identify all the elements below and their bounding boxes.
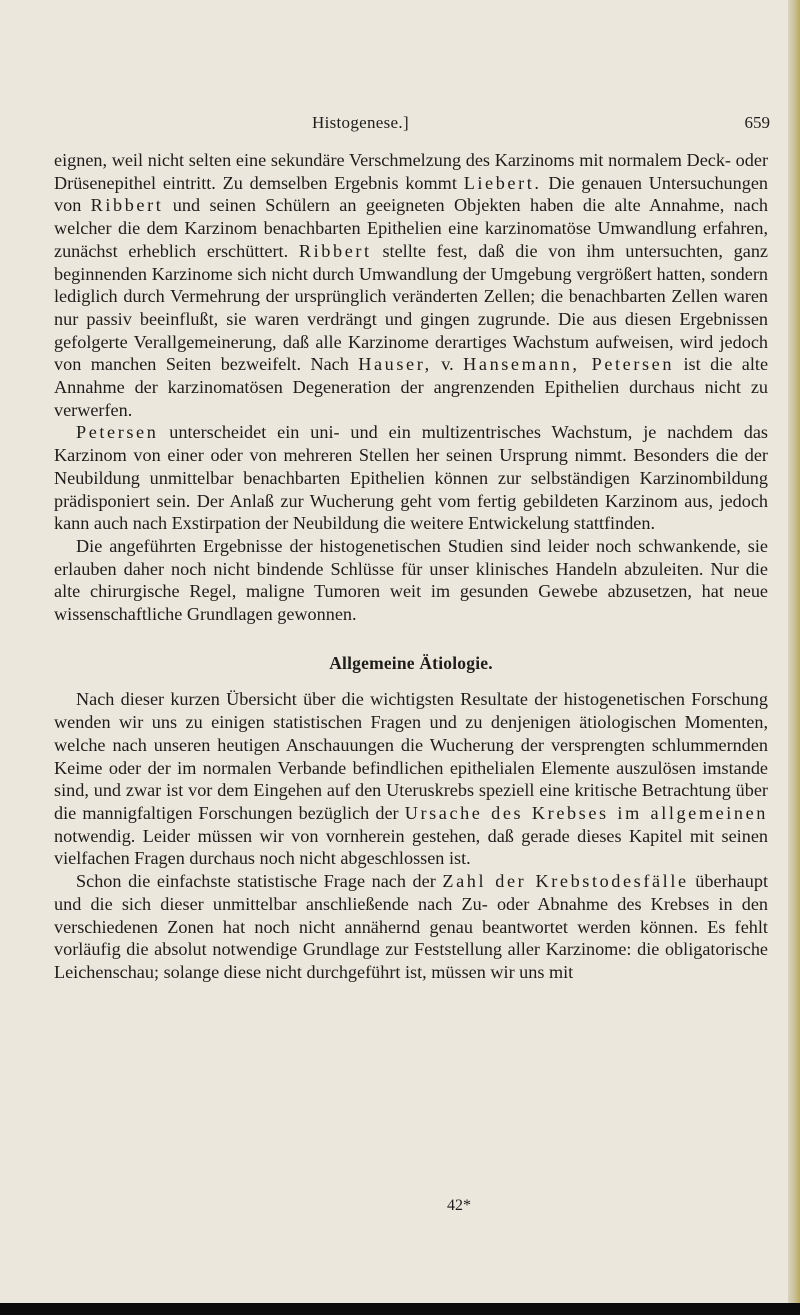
page-edge-strip xyxy=(788,0,800,1315)
spaced-name: Hauser, xyxy=(358,354,432,375)
paragraph: Die angeführten Ergebnisse der histogenetischen Studien sind leider noch schwankende, sie erlauben daher noch nicht bindende Schlüsse für unser klinisches Handeln abzuleiten. Nur die alte chirurgische Regel, maligne Tumoren weit im gesunden Gewebe abzusetzen, hat neue wissenschaftliche Grundlagen gewonnen. xyxy=(54,535,768,625)
paragraph: eignen, weil nicht selten eine sekundäre Verschmelzung des Karzinoms mit normalem Deck- oder Drüsenepithel eintritt. Zu demselben Ergebnis kommt Liebert. Die genauen Untersuchungen von Ribbert und seinen Schülern an geeigneten Objekten haben die alte Annahme, nach welcher die dem Karzinom benachbarten Epithelien eine karzinomatöse Umwandlung erfahren, zunächst erheblich erschüttert. Ribbert stellte fest, daß die von ihm untersuchten, ganz beginnenden Karzinome sich nicht durch Umwandlung der Umgebung vergrößert hatten, sondern lediglich durch Vermehrung der ursprünglich veränderten Zellen; die benachbarten Zellen waren nur passiv beeinflußt, sie waren verdrängt und gingen zugrunde. Die aus diesen Ergebnissen gefolgerte Verallgemeinerung, daß alle Karzinome derartiges Wachstum aufweisen, wird jedoch von manchen Seiten bezweifelt. Nach Hauser, v. Hansemann, Petersen ist die alte Annahme der karzinomatösen Degeneration der angrenzenden Epithelien durchaus nicht zu verwerfen. xyxy=(54,150,769,420)
spaced-name: Ribbert xyxy=(90,195,164,216)
paragraph: Schon die einfachste statistische Frage nach der Zahl der Krebstodesfälle überhaupt und die sich dieser unmittelbar anschließende nach Zu- oder Abnahme des Krebses in den verschiedenen Zonen hat noch nicht annähernd genau beantwortet werden können. Es fehlt vorläufig die absolut notwendige Grundlage zur Feststellung aller Karzinome: die obligatorische Leichenschau; solange diese nicht durchgeführt ist, müssen wir uns mit xyxy=(54,871,768,982)
section-heading: Allgemeine Ätiologie. xyxy=(329,652,493,673)
spaced-name: Hansemann, Petersen xyxy=(463,354,675,375)
spaced-name: Zahl der Krebstodesfälle xyxy=(442,871,689,892)
spaced-name: Ursache des Krebses im allgemeinen xyxy=(404,802,768,823)
spaced-name: Ribbert xyxy=(298,240,372,261)
page-header xyxy=(54,113,770,137)
signature-mark: 42* xyxy=(447,1197,471,1214)
paragraph: Nach dieser kurzen Übersicht über die wichtigsten Resultate der histogenetischen Forschung wenden wir uns zu einigen statistischen Fragen und zu denjenigen ätiologischen Momenten, welche nach unseren heutigen Anschauungen die Wucherung der versprengten schlummernden Keime oder der im normalen Verbande befindlichen epithelialen Elemente auszulösen imstande sind, und zwar ist vor dem Eingehen auf den Uteruskrebs speziell eine kritische Betrachtung über die mannigfaltigen Forschungen bezüglich der Ursache des Krebses im allgemeinen notwendig. Leider müssen wir von vornherein gestehen, daß gerade dieses Kapitel mit seinen vielfachen Fragen durchaus noch nicht abgeschlossen ist. xyxy=(54,689,768,869)
scan-bottom-border xyxy=(0,1303,800,1315)
paragraph: Petersen unterscheidet ein uni- und ein multizentrisches Wachstum, je nachdem das Karzinom von einer oder von mehreren Stellen her seinen Ursprung nimmt. Besonders die der Neubildung unmittelbar benachbarten Epithelien können zur selbständigen Karzinombildung prädisponiert sein. Der Anlaß zur Wucherung geht vom fertig gebildeten Karzinom aus, jedoch kann auch nach Exstirpation der Neubildung die weitere Entwickelung stattfinden. xyxy=(54,422,768,534)
page-number: 659 xyxy=(744,113,770,132)
running-title: Histogenese.] xyxy=(312,113,409,132)
body-text xyxy=(54,149,768,984)
spaced-name: Petersen xyxy=(76,422,159,443)
spaced-name: Liebert. xyxy=(463,172,542,193)
